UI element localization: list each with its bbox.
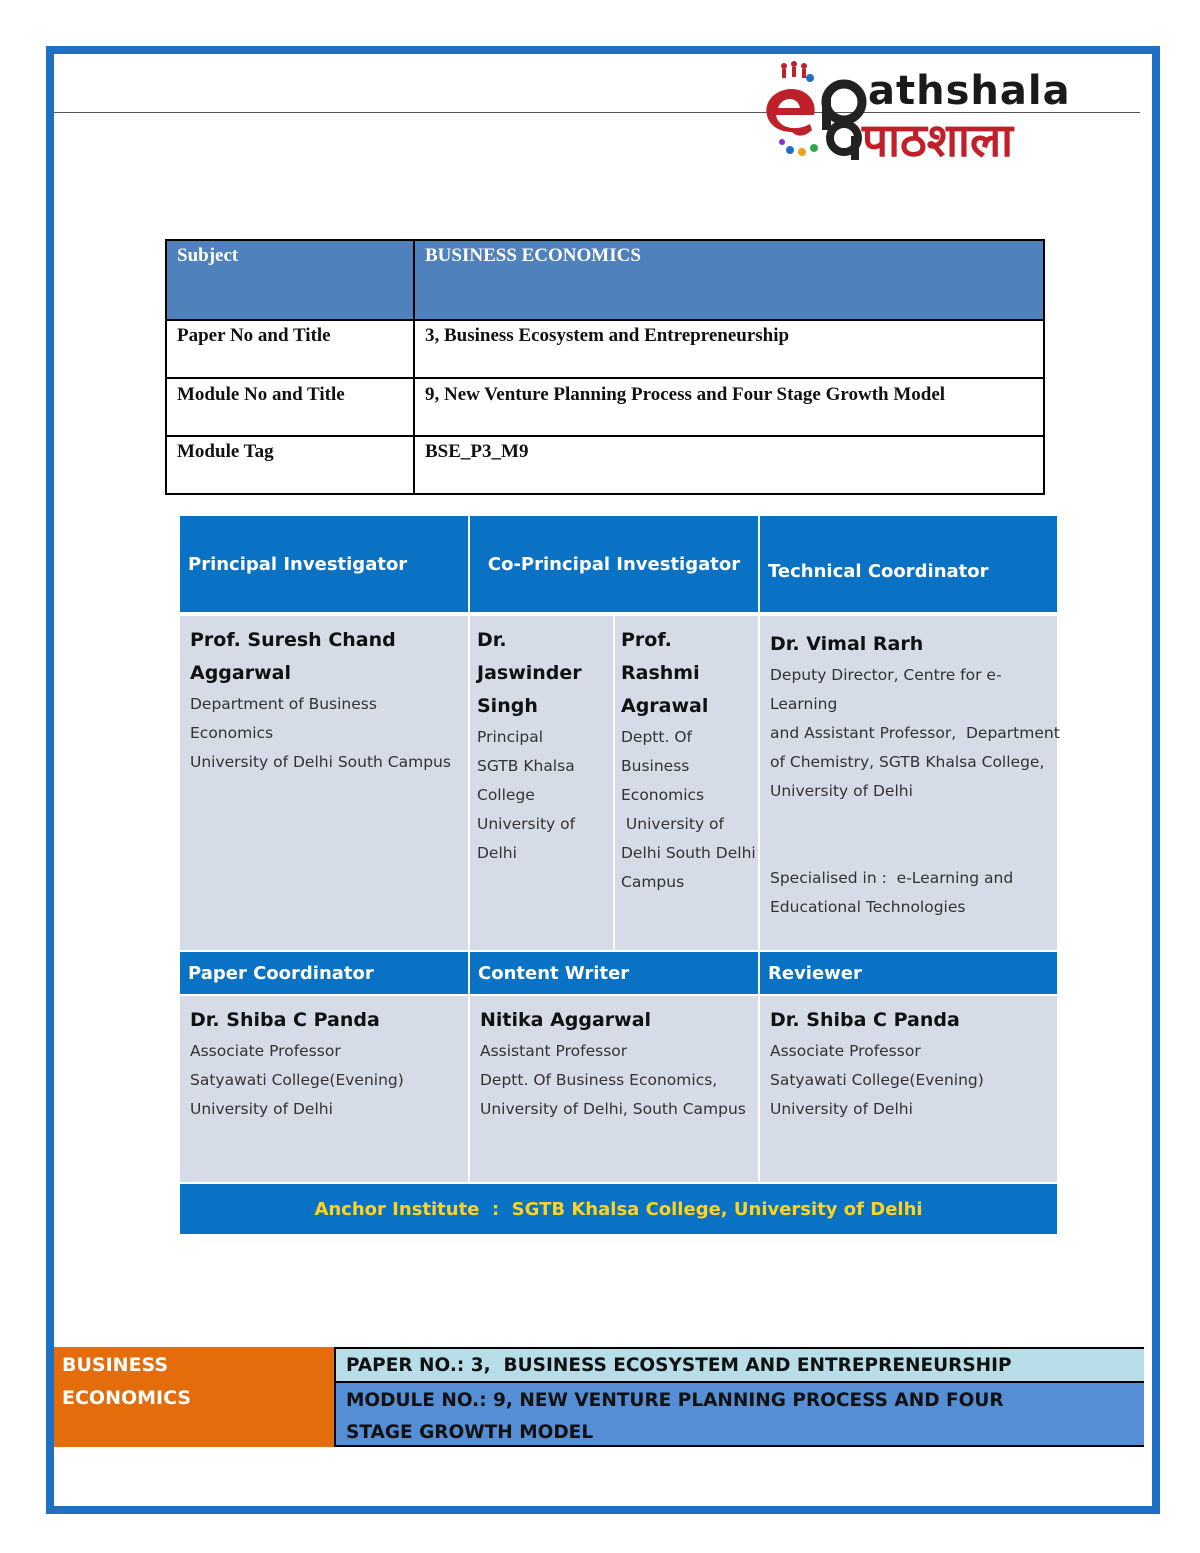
- copi2-line: Economics: [621, 786, 705, 804]
- pc-header: [180, 952, 468, 994]
- cw-cell: [470, 996, 758, 1182]
- copi1-line: SGTB Khalsa: [477, 757, 575, 775]
- pi-line: University of Delhi South Campus: [190, 753, 451, 771]
- tc-line: of Chemistry, SGTB Khalsa College,: [770, 753, 1045, 771]
- tc-specialisation: Specialised in : e-Learning and: [770, 869, 1014, 887]
- pi-header-label: Principal Investigator: [188, 553, 408, 575]
- tc-header-label: Technical Coordinator: [768, 560, 989, 582]
- footer-module-line: STAGE GROWTH MODEL: [346, 1422, 594, 1443]
- copi-header: [470, 516, 758, 612]
- copi2-line: Campus: [621, 873, 685, 891]
- footer-module-line: MODULE NO.: 9, NEW VENTURE PLANNING PROCESS AND FOUR: [346, 1390, 1004, 1411]
- copi2-line: Delhi South Delhi: [621, 844, 756, 862]
- rev-header: [760, 952, 1057, 994]
- rev-cell: [760, 996, 1057, 1182]
- cw-line: University of Delhi, South Campus: [480, 1100, 746, 1118]
- copi2-line: Business: [621, 757, 690, 775]
- module-value: 9, New Venture Planning Process and Four Stage Growth Model: [414, 378, 1044, 436]
- tc-header: [760, 516, 1057, 612]
- pi-name: Prof. Suresh Chand Aggarwal: [190, 629, 396, 684]
- footer-module: [336, 1381, 1144, 1447]
- copi1-name: Singh: [477, 695, 538, 717]
- cw-line: Deptt. Of Business Economics,: [480, 1071, 718, 1089]
- subject-value: BUSINESS ECONOMICS: [414, 240, 1044, 320]
- pc-line: Associate Professor: [190, 1042, 341, 1060]
- subject-label: Subject: [166, 240, 414, 320]
- copi2-line: Deptt. Of: [621, 728, 692, 746]
- copi1-name: Dr. Jaswinder: [477, 629, 582, 684]
- rev-name: Dr. Shiba C Panda: [770, 1009, 960, 1031]
- rev-line: Satyawati College(Evening): [770, 1071, 984, 1089]
- module-info-table: [165, 239, 1045, 495]
- rev-line: University of Delhi: [770, 1100, 913, 1118]
- cw-header: [470, 952, 758, 994]
- table-row: [166, 378, 1044, 436]
- pi-header: [180, 516, 468, 612]
- copi2-cell: [615, 616, 758, 950]
- paper-label: Paper No and Title: [166, 320, 414, 378]
- cw-header-label: Content Writer: [478, 962, 630, 984]
- table-row: [166, 320, 1044, 378]
- anchor-institute-bar: [180, 1184, 1057, 1234]
- table-row: [166, 240, 1044, 320]
- copi2-name: Prof. Rashmi: [621, 629, 700, 684]
- copi1-line: Delhi: [477, 844, 517, 862]
- logo-text-en: athshala: [868, 68, 1071, 114]
- table-row: [166, 436, 1044, 494]
- copi1-line: Principal: [477, 728, 544, 746]
- pc-line: Satyawati College(Evening): [190, 1071, 404, 1089]
- tc-line: Deputy Director, Centre for e-: [770, 666, 1002, 684]
- tc-specialisation: Educational Technologies: [770, 898, 966, 916]
- cw-name: Nitika Aggarwal: [480, 1009, 652, 1031]
- copi1-line: College: [477, 786, 535, 804]
- copi-header-label: Co-Principal Investigator: [487, 553, 741, 575]
- paper-value: 3, Business Ecosystem and Entrepreneurship: [414, 320, 1044, 378]
- logo-text-hi: पाठशाला: [862, 113, 1014, 167]
- tc-line: and Assistant Professor, Department: [770, 724, 1060, 742]
- pi-cell: [180, 616, 468, 950]
- copi2-name: Agrawal: [621, 695, 709, 717]
- footer-subject: [54, 1347, 334, 1447]
- copi2-line: University of: [621, 815, 724, 833]
- copi1-line: University of: [477, 815, 576, 833]
- tc-line: Learning: [770, 695, 838, 713]
- pc-line: University of Delhi: [190, 1100, 333, 1118]
- tc-cell: [760, 616, 1060, 950]
- pc-cell: [180, 996, 468, 1182]
- tc-name: Dr. Vimal Rarh: [770, 633, 924, 655]
- pc-name: Dr. Shiba C Panda: [190, 1009, 380, 1031]
- copi1-cell: [470, 616, 613, 950]
- credits-grid: [180, 516, 1060, 1234]
- rev-line: Associate Professor: [770, 1042, 921, 1060]
- module-tag-label: Module Tag: [166, 436, 414, 494]
- tc-line: University of Delhi: [770, 782, 913, 800]
- anchor-institute-text: Anchor Institute : SGTB Khalsa College, University of Delhi: [314, 1198, 923, 1220]
- module-label: Module No and Title: [166, 378, 414, 436]
- cw-line: Assistant Professor: [480, 1042, 628, 1060]
- module-tag-value: BSE_P3_M9: [414, 436, 1044, 494]
- rev-header-label: Reviewer: [768, 962, 862, 984]
- pc-header-label: Paper Coordinator: [188, 962, 374, 984]
- pi-line: Department of Business Economics: [190, 695, 377, 742]
- footer-subject-line: BUSINESS: [62, 1354, 169, 1376]
- footer-subject-line: ECONOMICS: [62, 1387, 192, 1409]
- footer-paper-text: PAPER NO.: 3, BUSINESS ECOSYSTEM AND ENTREPRENEURSHIP: [346, 1355, 1012, 1376]
- footer-paper: [336, 1347, 1144, 1381]
